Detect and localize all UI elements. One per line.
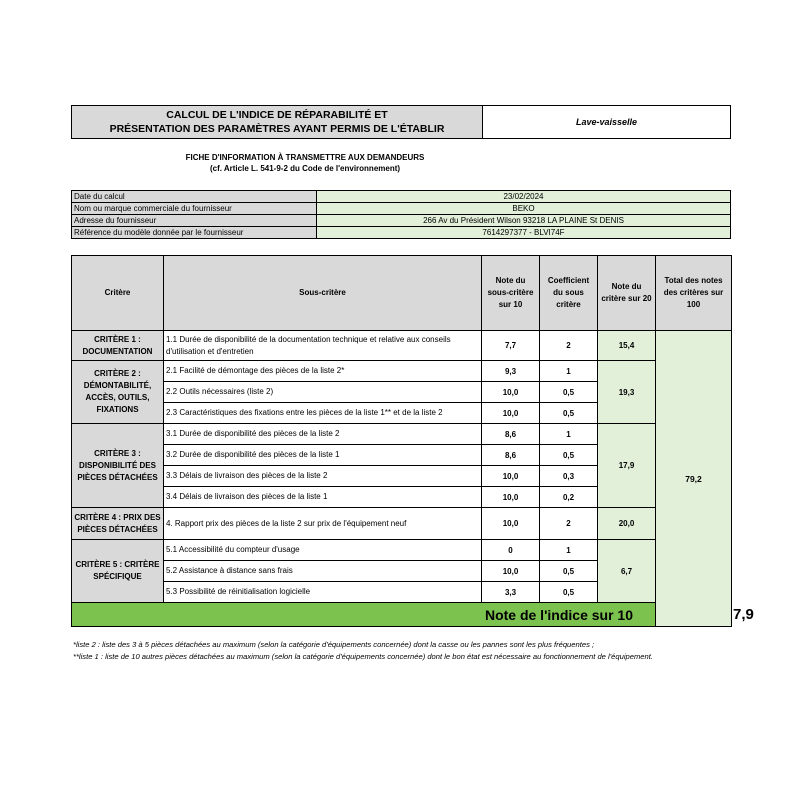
subcriterion-note: 9,3: [482, 361, 540, 382]
info-value: 7614297377 - BLVI74F: [317, 227, 731, 239]
criterion-score: 20,0: [598, 508, 656, 540]
criterion-name: CRITÈRE 4 : PRIX DES PIÈCES DÉTACHÉES: [72, 508, 164, 540]
info-row: [72, 191, 731, 203]
subcriterion-label: 2.3 Caractéristiques des fixations entre les pièces de la liste 1** et de la liste 2: [164, 403, 482, 424]
subcriterion-note: 8,6: [482, 424, 540, 445]
info-value: 266 Av du Président Wilson 93218 LA PLAINE St DENIS: [317, 215, 731, 227]
title-block: [72, 106, 483, 138]
supplier-info-table: [71, 190, 731, 239]
subcriterion-coef: 0,5: [540, 445, 598, 466]
subcriterion-coef: 0,5: [540, 403, 598, 424]
subcriterion-label: 4. Rapport prix des pièces de la liste 2 sur prix de l'équipement neuf: [164, 508, 482, 540]
info-row: [72, 227, 731, 239]
fiche-line-1: FICHE D'INFORMATION À TRANSMETTRE AUX DEMANDEURS: [185, 153, 425, 162]
table-row: [72, 424, 732, 445]
info-label: Référence du modèle donnée par le fournisseur: [72, 227, 317, 239]
subcriterion-label: 1.1 Durée de disponibilité de la documentation technique et relative aux conseils d'utilisation et d'entretien: [164, 331, 482, 361]
header-coefficient: Coefficient du sous critère: [540, 256, 598, 331]
criterion-name: CRITÈRE 1 : DOCUMENTATION: [72, 331, 164, 361]
table-row: [72, 540, 732, 561]
subcriterion-label: 2.2 Outils nécessaires (liste 2): [164, 382, 482, 403]
header-note-sous-critere: Note du sous-critère sur 10: [482, 256, 540, 331]
info-label: Adresse du fournisseur: [72, 215, 317, 227]
footnotes: [73, 639, 733, 663]
title-line-1: CALCUL DE L'INDICE DE RÉPARABILITÉ ET: [166, 109, 388, 121]
subcriterion-coef: 2: [540, 331, 598, 361]
subcriterion-note: 8,6: [482, 445, 540, 466]
subcriterion-coef: 1: [540, 361, 598, 382]
header-total: Total des notes des critères sur 100: [656, 256, 732, 331]
criterion-score: 6,7: [598, 540, 656, 603]
subcriterion-label: 2.1 Facilité de démontage des pièces de la liste 2*: [164, 361, 482, 382]
subcriterion-note: 10,0: [482, 466, 540, 487]
total-score: 79,2: [656, 331, 732, 627]
header-sous-critere: Sous-critère: [164, 256, 482, 331]
info-value: 23/02/2024: [317, 191, 731, 203]
final-score-label: Note de l'indice sur 10: [72, 603, 656, 627]
criterion-name: CRITÈRE 3 : DISPONIBILITÉ DES PIÈCES DÉTACHÉES: [72, 424, 164, 508]
table-row: [72, 361, 732, 382]
subcriterion-note: 10,0: [482, 382, 540, 403]
subcriterion-label: 3.1 Durée de disponibilité des pièces de la liste 2: [164, 424, 482, 445]
subcriterion-note: 10,0: [482, 487, 540, 508]
criterion-score: 15,4: [598, 331, 656, 361]
final-score-row: Note de l'indice sur 10 7,9: [72, 603, 732, 627]
header-critere: Critère: [72, 256, 164, 331]
subcriterion-coef: 2: [540, 508, 598, 540]
footnote-liste-2: *liste 2 : liste des 3 à 5 pièces détachées au maximum (selon la catégorie d'équipements concernée) dont la casse ou les pannes sont les plus fréquentes ;: [73, 640, 595, 649]
subcriterion-label: 5.3 Possibilité de réinitialisation logicielle: [164, 582, 482, 603]
product-type: Lave-vaisselle: [483, 106, 730, 138]
info-row: [72, 203, 731, 215]
subcriterion-note: 7,7: [482, 331, 540, 361]
fiche-line-2: (cf. Article L. 541-9-2 du Code de l'environnement): [209, 164, 401, 173]
subcriterion-note: 10,0: [482, 561, 540, 582]
criterion-score: 19,3: [598, 361, 656, 424]
title-box: [71, 105, 731, 139]
header-note-critere: Note du critère sur 20: [598, 256, 656, 331]
subcriterion-coef: 1: [540, 540, 598, 561]
subcriterion-label: 3.2 Durée de disponibilité des pièces de la liste 1: [164, 445, 482, 466]
subcriterion-label: 5.1 Accessibilité du compteur d'usage: [164, 540, 482, 561]
subcriterion-note: 3,3: [482, 582, 540, 603]
table-row: [72, 508, 732, 540]
info-value: BEKO: [317, 203, 731, 215]
subcriterion-label: 5.2 Assistance à distance sans frais: [164, 561, 482, 582]
criterion-name: CRITÈRE 2 : DÉMONTABILITÉ, ACCÈS, OUTILS, FIXATIONS: [72, 361, 164, 424]
fiche-heading: [150, 152, 460, 174]
info-label: Nom ou marque commerciale du fournisseur: [72, 203, 317, 215]
info-label: Date du calcul: [72, 191, 317, 203]
title-line-2: PRÉSENTATION DES PARAMÈTRES AYANT PERMIS DE L'ÉTABLIR: [109, 123, 445, 135]
subcriterion-coef: 0,5: [540, 382, 598, 403]
criterion-score: 17,9: [598, 424, 656, 508]
subcriterion-note: 0: [482, 540, 540, 561]
subcriterion-coef: 0,5: [540, 582, 598, 603]
subcriterion-label: 3.4 Délais de livraison des pièces de la liste 1: [164, 487, 482, 508]
table-row: [72, 331, 732, 361]
table-header-row: [72, 256, 732, 331]
footnote-liste-1: **liste 1 : liste de 10 autres pièces détachées au maximum (selon la catégorie d'équipements concernée) dont le bon état est nécessaire au fonctionnement de l'équipement.: [73, 652, 653, 661]
info-row: [72, 215, 731, 227]
subcriterion-note: 10,0: [482, 508, 540, 540]
score-table: [71, 255, 754, 627]
criterion-name: CRITÈRE 5 : CRITÈRE SPÉCIFIQUE: [72, 540, 164, 603]
subcriterion-coef: 1: [540, 424, 598, 445]
subcriterion-coef: 0,3: [540, 466, 598, 487]
subcriterion-note: 10,0: [482, 403, 540, 424]
subcriterion-coef: 0,2: [540, 487, 598, 508]
subcriterion-label: 3.3 Délais de livraison des pièces de la liste 2: [164, 466, 482, 487]
subcriterion-coef: 0,5: [540, 561, 598, 582]
